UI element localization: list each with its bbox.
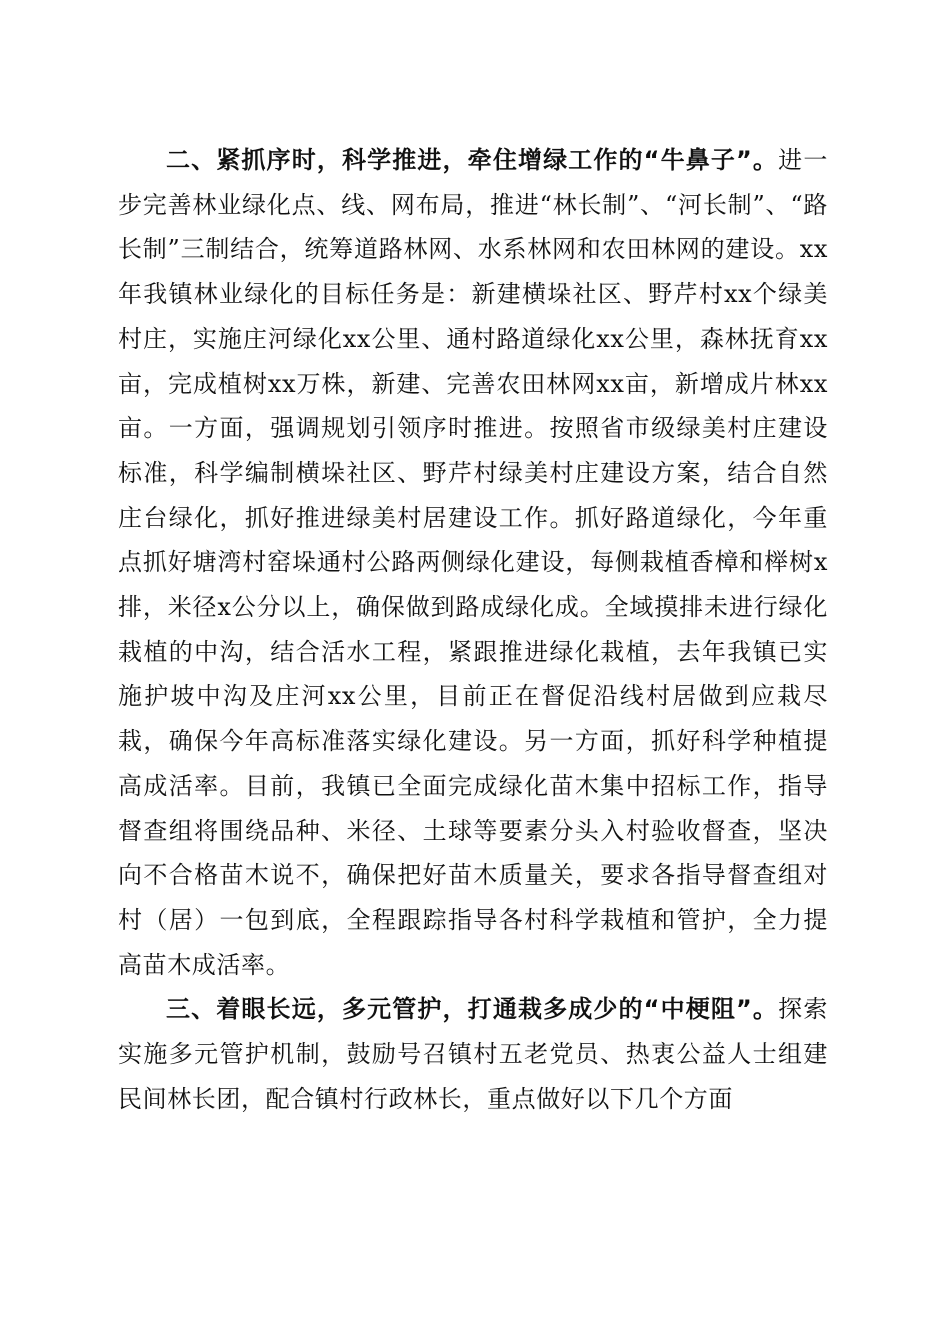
section-three-body: 探索实施多元管护机制，鼓励号召镇村五老党员、热衷公益人士组建民间林长团，配合镇村行政林长，重点做好以下几个方面 xyxy=(118,995,829,1113)
section-two-heading: 二、紧抓序时，科学推进，牵住增绿工作的“牛鼻子”。 xyxy=(166,146,779,174)
paragraph-section-two xyxy=(118,138,828,987)
paragraph-section-three xyxy=(118,987,828,1121)
document-body xyxy=(118,138,828,1121)
section-three-heading: 三、着眼长远，多元管护，打通栽多成少的“中梗阻”。 xyxy=(166,995,779,1024)
section-two-body: 进一步完善林业绿化点、线、网布局，推进“林长制”、“河长制”、“路长制”三制结合，统筹道路林网、水系林网和农田林网的建设。xx年我镇林业绿化的目标任务是：新建横垛社区、野芹村xx个绿美村庄，实施庄河绿化xx公里、通村路道绿化xx公里，森林抚育xx亩，完成植树xx万株，新建、完善农田林网xx亩，新增成片林xx亩。一方面，强调规划引领序时推进。按照省市级绿美村庄建设标准，科学编制横垛社区、野芹村绿美村庄建设方案，结合自然庄台绿化，抓好推进绿美村居建设工作。抓好路道绿化，今年重点抓好塘湾村窑垛通村公路两侧绿化建设，每侧栽植香樟和榉树x排，米径x公分以上，确保做到路成绿化成。全域摸排未进行绿化栽植的中沟，结合活水工程，紧跟推进绿化栽植，去年我镇已实施护坡中沟及庄河xx公里，目前正在督促沿线村居做到应栽尽栽，确保今年高标准落实绿化建设。另一方面，抓好科学种植提高成活率。目前，我镇已全面完成绿化苗木集中招标工作，指导督查组将围绕品种、米径、土球等要素分头入村验收督查，坚决向不合格苗木说不，确保把好苗木质量关，要求各指导督查组对村（居）一包到底，全程跟踪指导各村科学栽植和管护，全力提高苗木成活率。 xyxy=(118,146,829,979)
